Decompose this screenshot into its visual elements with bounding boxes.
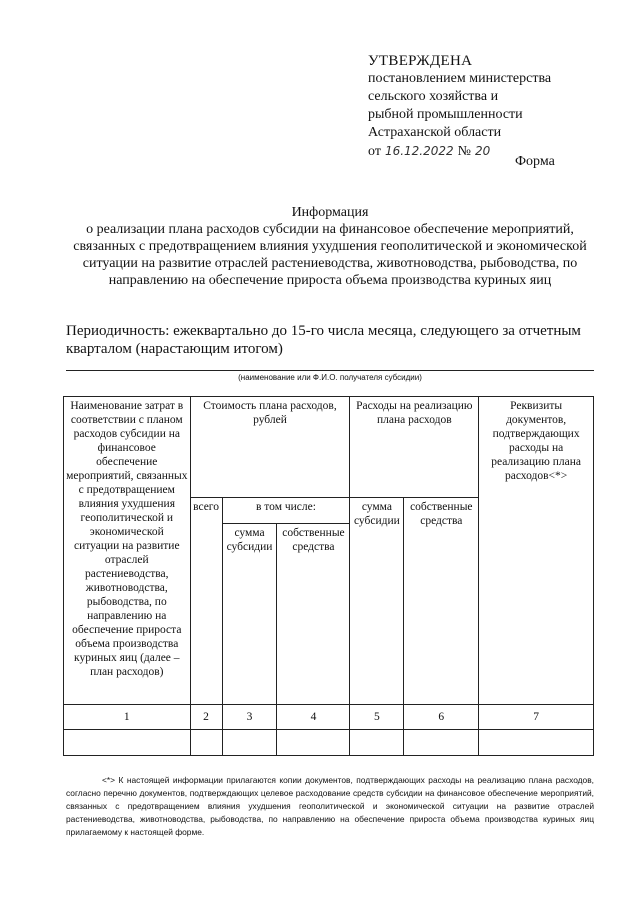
- recipient-caption: (наименование или Ф.И.О. получателя субсидии): [238, 373, 422, 382]
- column-number: 3: [222, 705, 277, 730]
- empty-cell: [277, 730, 350, 756]
- number-prefix: №: [457, 144, 472, 159]
- column-number: 6: [404, 705, 479, 730]
- column-number: 1: [64, 705, 191, 730]
- recipient-name-line: [66, 370, 594, 371]
- column-number: 5: [350, 705, 404, 730]
- report-table: [63, 396, 594, 756]
- including-header: в том числе:: [222, 498, 350, 524]
- approval-line: постановлением министерства: [368, 71, 552, 86]
- column-number: 7: [479, 705, 594, 730]
- approval-line: рыбной промышленности: [368, 107, 523, 122]
- expense-header: Расходы на реализацию плана расходов: [350, 397, 479, 498]
- cost-header: Стоимость плана расходов, рублей: [190, 397, 350, 498]
- requisites-header: Реквизиты документов, подтверждающих расходы на реализацию плана расходов<*>: [479, 397, 594, 705]
- own-funds-header: собственные средства: [277, 524, 350, 705]
- column-number: 4: [277, 705, 350, 730]
- column-number-row: [64, 705, 594, 730]
- column-number: 2: [190, 705, 222, 730]
- subsidy-amount-header: сумма субсидии: [222, 524, 277, 705]
- title-heading: Информация: [291, 205, 369, 220]
- empty-cell: [404, 730, 479, 756]
- empty-cell: [222, 730, 277, 756]
- empty-data-row: [64, 730, 594, 756]
- handwritten-number: 20: [475, 144, 491, 158]
- approval-line: Астраханской области: [368, 125, 502, 140]
- handwritten-date: 16.12.2022: [384, 144, 454, 158]
- footnote: <*> К настоящей информации прилагаются копии документов, подтверждающих расходы на реализацию плана расходов, согласно перечню документов, подтверждающих целевое расходование средств субсидии на финансовое обеспечение мероприятий, связанных с предотвращением влияния ухудшения геополитической и экономической ситуации на развитие отраслей растениеводства, животноводства, рыбоводства, по направлению на обеспечение прироста объема производства куриных яиц прилагаемому к настоящей форме.: [66, 775, 594, 837]
- empty-cell: [190, 730, 222, 756]
- approval-line: сельского хозяйства и: [368, 89, 499, 104]
- periodicity-text: Периодичность: ежеквартально до 15-го числа месяца, следующего за отчетным кварталом (нарастающим итогом): [66, 323, 581, 357]
- form-label: Форма: [515, 154, 555, 169]
- approval-heading: УТВЕРЖДЕНА: [368, 53, 473, 69]
- empty-cell: [479, 730, 594, 756]
- date-prefix: от: [368, 144, 381, 159]
- subsidy-amount-header-2: сумма субсидии: [350, 498, 404, 705]
- approval-block: [368, 52, 551, 161]
- title-body: о реализации плана расходов субсидии на финансовое обеспечение мероприятий, связанных с предотвращением влияния ухудшения геополитической и экономической ситуации на развитие отраслей растениеводства, животноводства, рыбоводства, по направлению на обеспечение прироста объема производства куриных яиц: [73, 222, 587, 288]
- own-funds-header-2: собственные средства: [404, 498, 479, 705]
- document-title: [66, 204, 594, 289]
- empty-cell: [64, 730, 191, 756]
- empty-cell: [350, 730, 404, 756]
- total-header: всего: [190, 498, 222, 705]
- col1-header: Наименование затрат в соответствии с планом расходов субсидии на финансовое обеспечение мероприятий, связанных с предотвращением влияния ухудшения геополитической и экономической ситуации на развитие отраслей растениеводства, животноводства, рыбоводства, по направлению на обеспечение прироста объема производства куриных яиц (далее – план расходов): [64, 397, 191, 705]
